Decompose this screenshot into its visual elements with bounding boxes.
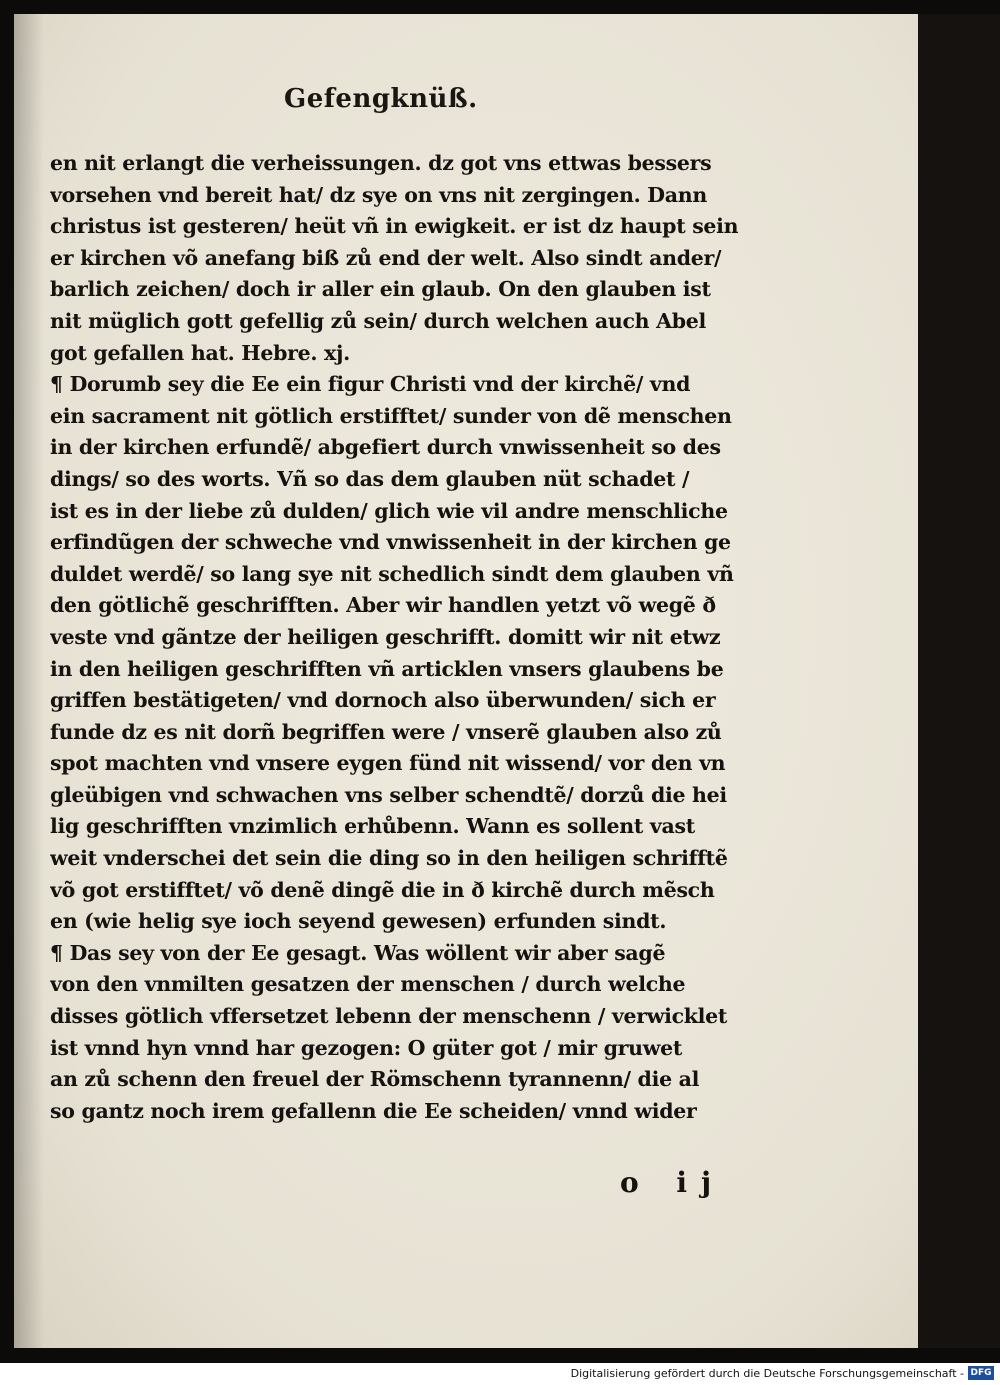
text-line: got gefallen hat. Hebre. xj. — [50, 340, 350, 365]
running-head: Gefengknüß. — [284, 84, 478, 114]
dfg-logo-icon[interactable]: DFG — [968, 1366, 994, 1380]
text-line: in der kirchen erfundẽ/ abgefiert durch vnwissenheit so des — [50, 435, 721, 460]
text-line: in den heiligen geschrifften vñ articklen vnsers glaubens be — [50, 656, 724, 681]
text-line: en nit erlangt die verheissungen. dz got vns ettwas bessers — [50, 151, 712, 175]
text-line: so gantz noch irem gefallenn die Ee scheiden/ vnnd wider — [50, 1098, 697, 1123]
text-line: spot machten vnd vnsere eygen fünd nit wissend/ vor den vn — [50, 751, 726, 776]
text-line: vorsehen vnd bereit hat/ dz sye on vns nit zergingen. Dann — [50, 182, 707, 207]
text-line: ein sacrament nit götlich erstifftet/ sunder von dẽ menschen — [50, 403, 732, 428]
text-line: en (wie helig sye ioch seyend gewesen) erfunden sindt. — [50, 909, 667, 934]
text-line: ist vnnd hyn vnnd har gezogen: O güter got / mir gruwet — [50, 1035, 683, 1060]
text-line: er kirchen võ anefang biß zů end der welt. Also sindt ander/ — [50, 245, 722, 270]
gutter-shadow — [14, 14, 44, 1348]
text-line: gleübigen vnd schwachen vns selber schendtẽ/ dorzů die hei — [50, 782, 727, 807]
text-line: lig geschrifften vnzimlich erhůbenn. Wann es sollent vast — [50, 814, 695, 839]
text-line: an zů schenn den freuel der Römschenn tyrannenn/ die al — [50, 1067, 700, 1092]
text-line: disses götlich vffersetzet lebenn der menschenn / verwicklet — [50, 1004, 728, 1029]
text-line: nit müglich gott gefellig zů sein/ durch welchen auch Abel — [50, 308, 706, 333]
text-line: griffen bestätigeten/ vnd dornoch also überwunden/ sich er — [50, 688, 716, 713]
body-text — [50, 148, 772, 1127]
text-line: veste vnd gãntze der heiligen geschrifft. domitt wir nit etwz — [50, 624, 721, 649]
text-line: von den vnmilten gesatzen der menschen / durch welche — [50, 972, 686, 997]
text-line: barlich zeichen/ doch ir aller ein glaub. On den glauben ist — [50, 277, 711, 302]
book-edge — [918, 14, 1000, 1348]
text-line: ¶ Dorumb sey die Ee ein figur Christi vnd der kirchẽ/ vnd — [50, 372, 691, 397]
text-line: christus ist gesteren/ heüt vñ in ewigkeit. er ist dz haupt sein — [50, 214, 739, 239]
footer-bar — [0, 1363, 1000, 1385]
text-line: võ got erstifftet/ võ denẽ dingẽ die in ð kirchẽ durch mẽsch — [50, 877, 715, 902]
text-line: weit vnderschei det sein die ding so in den heiligen schrifftẽ — [50, 846, 728, 871]
text-line: erfindũgen der schweche vnd vnwissenheit in der kirchen ge — [50, 530, 731, 555]
funding-credit: Digitalisierung gefördert durch die Deutsche Forschungsgemeinschaft - — [570, 1367, 964, 1380]
text-line: dings/ so des worts. Vñ so das dem glauben nüt schadet / — [50, 466, 690, 491]
text-line: den götlichẽ geschrifften. Aber wir handlen yetzt võ wegẽ ð — [50, 593, 716, 618]
text-line: ist es in der liebe zů dulden/ glich wie vil andre menschliche — [50, 498, 728, 523]
text-line: funde dz es nit dorñ begriffen were / vnserẽ glauben also zů — [50, 719, 722, 744]
text-line: duldet werdẽ/ so lang sye nit schedlich sindt dem glauben vñ — [50, 561, 734, 586]
text-line: ¶ Das sey von der Ee gesagt. Was wöllent wir aber sagẽ — [50, 940, 666, 965]
signature-mark: o ij — [620, 1166, 726, 1199]
